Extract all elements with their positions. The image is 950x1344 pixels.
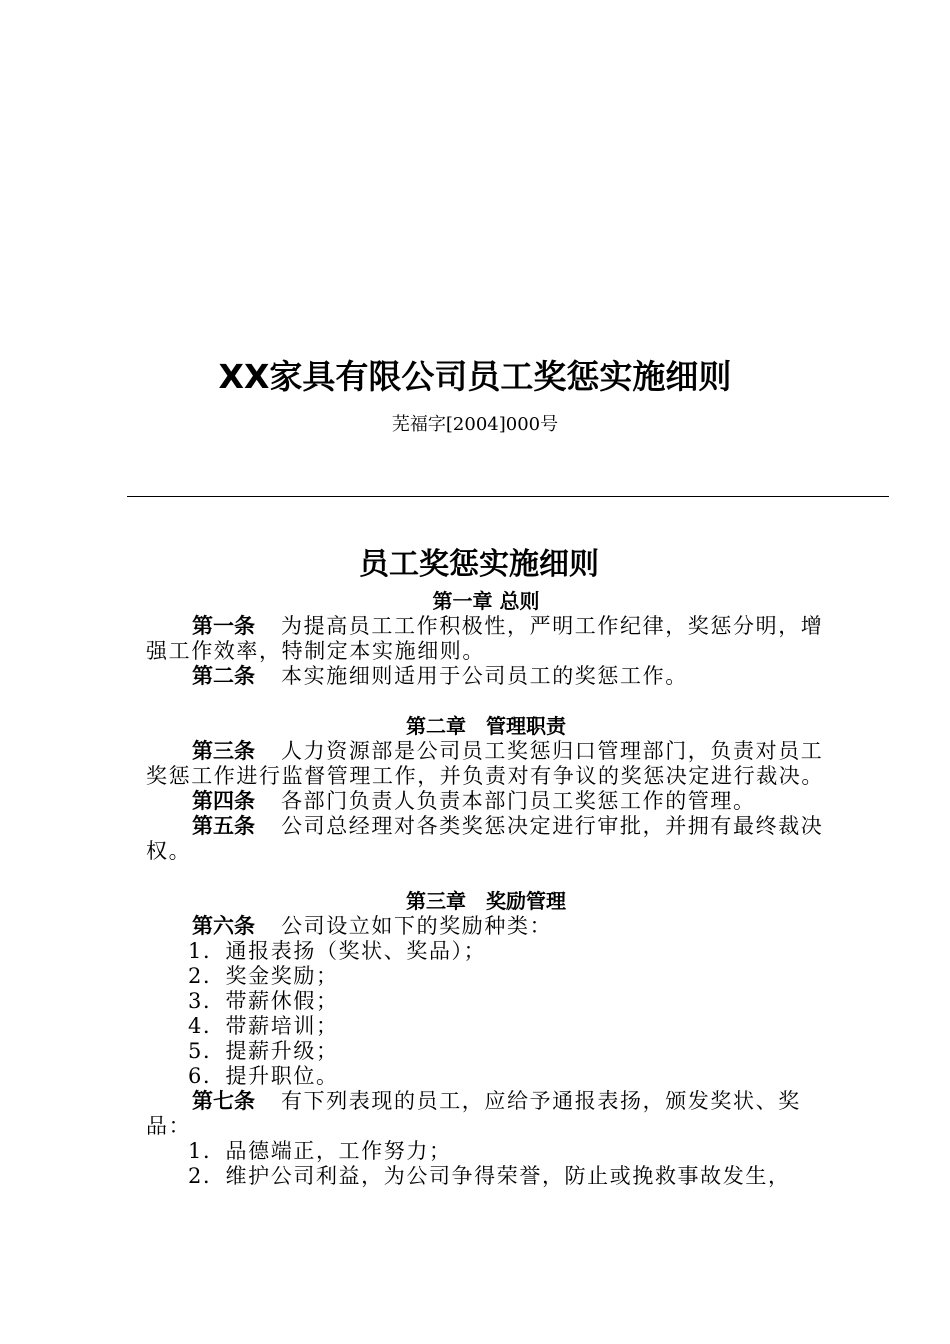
list-item: 5．提薪升级； [188, 1039, 339, 1063]
document-body [146, 543, 826, 1189]
article-text: 公司总经理对各类奖惩决定进行审批，并拥有最终裁决权。 [146, 814, 824, 863]
article-label: 第五条 [192, 814, 255, 838]
article-paragraph [146, 1089, 826, 1139]
section-title: 员工奖惩实施细则 [359, 547, 599, 582]
article-label: 第二条 [192, 664, 255, 688]
article-label: 第七条 [192, 1089, 255, 1113]
article-paragraph [146, 814, 826, 864]
list-item: 2．维护公司利益，为公司争得荣誉，防止或挽救事故发生， [188, 1164, 791, 1188]
article-paragraph [146, 789, 826, 814]
article-text: 各部门负责人负责本部门员工奖惩工作的管理。 [281, 789, 756, 813]
article-label: 第三条 [192, 739, 255, 763]
article-text: 公司设立如下的奖励种类： [281, 914, 553, 938]
chapter-heading: 第二章 管理职责 [406, 714, 566, 738]
list-item: 2．奖金奖励； [188, 964, 339, 988]
list-item: 1．品德端正，工作努力； [188, 1139, 452, 1163]
article-label: 第一条 [192, 614, 255, 638]
spacer [146, 689, 826, 714]
article-paragraph [146, 739, 826, 789]
article-paragraph [146, 614, 826, 664]
list-item: 4．带薪培训； [188, 1014, 339, 1038]
chapter-heading: 第一章 总则 [432, 589, 540, 613]
list-item: 6．提升职位。 [188, 1064, 339, 1088]
article-paragraph [146, 914, 826, 939]
document-number: 芜福字[2004]000号 [391, 414, 559, 435]
chapter-heading: 第三章 奖励管理 [406, 889, 566, 913]
header-divider [127, 496, 889, 497]
article-label: 第六条 [192, 914, 255, 938]
article-text: 为提高员工工作积极性，严明工作纪律，奖惩分明，增强工作效率，特制定本实施细则。 [146, 614, 824, 663]
article-paragraph [146, 664, 826, 689]
list-item: 3．带薪休假； [188, 989, 339, 1013]
list-item: 1．通报表扬（奖状、奖品）； [188, 939, 487, 963]
article-text: 人力资源部是公司员工奖惩归口管理部门，负责对员工奖惩工作进行监督管理工作，并负责对有争议的奖惩决定进行裁决。 [146, 739, 824, 788]
document-title: XX家具有限公司员工奖惩实施细则 [218, 357, 732, 396]
spacer [146, 864, 826, 889]
article-label: 第四条 [192, 789, 255, 813]
article-text: 有下列表现的员工，应给予通报表扬，颁发奖状、奖品： [146, 1089, 801, 1138]
article-text: 本实施细则适用于公司员工的奖惩工作。 [281, 664, 688, 688]
